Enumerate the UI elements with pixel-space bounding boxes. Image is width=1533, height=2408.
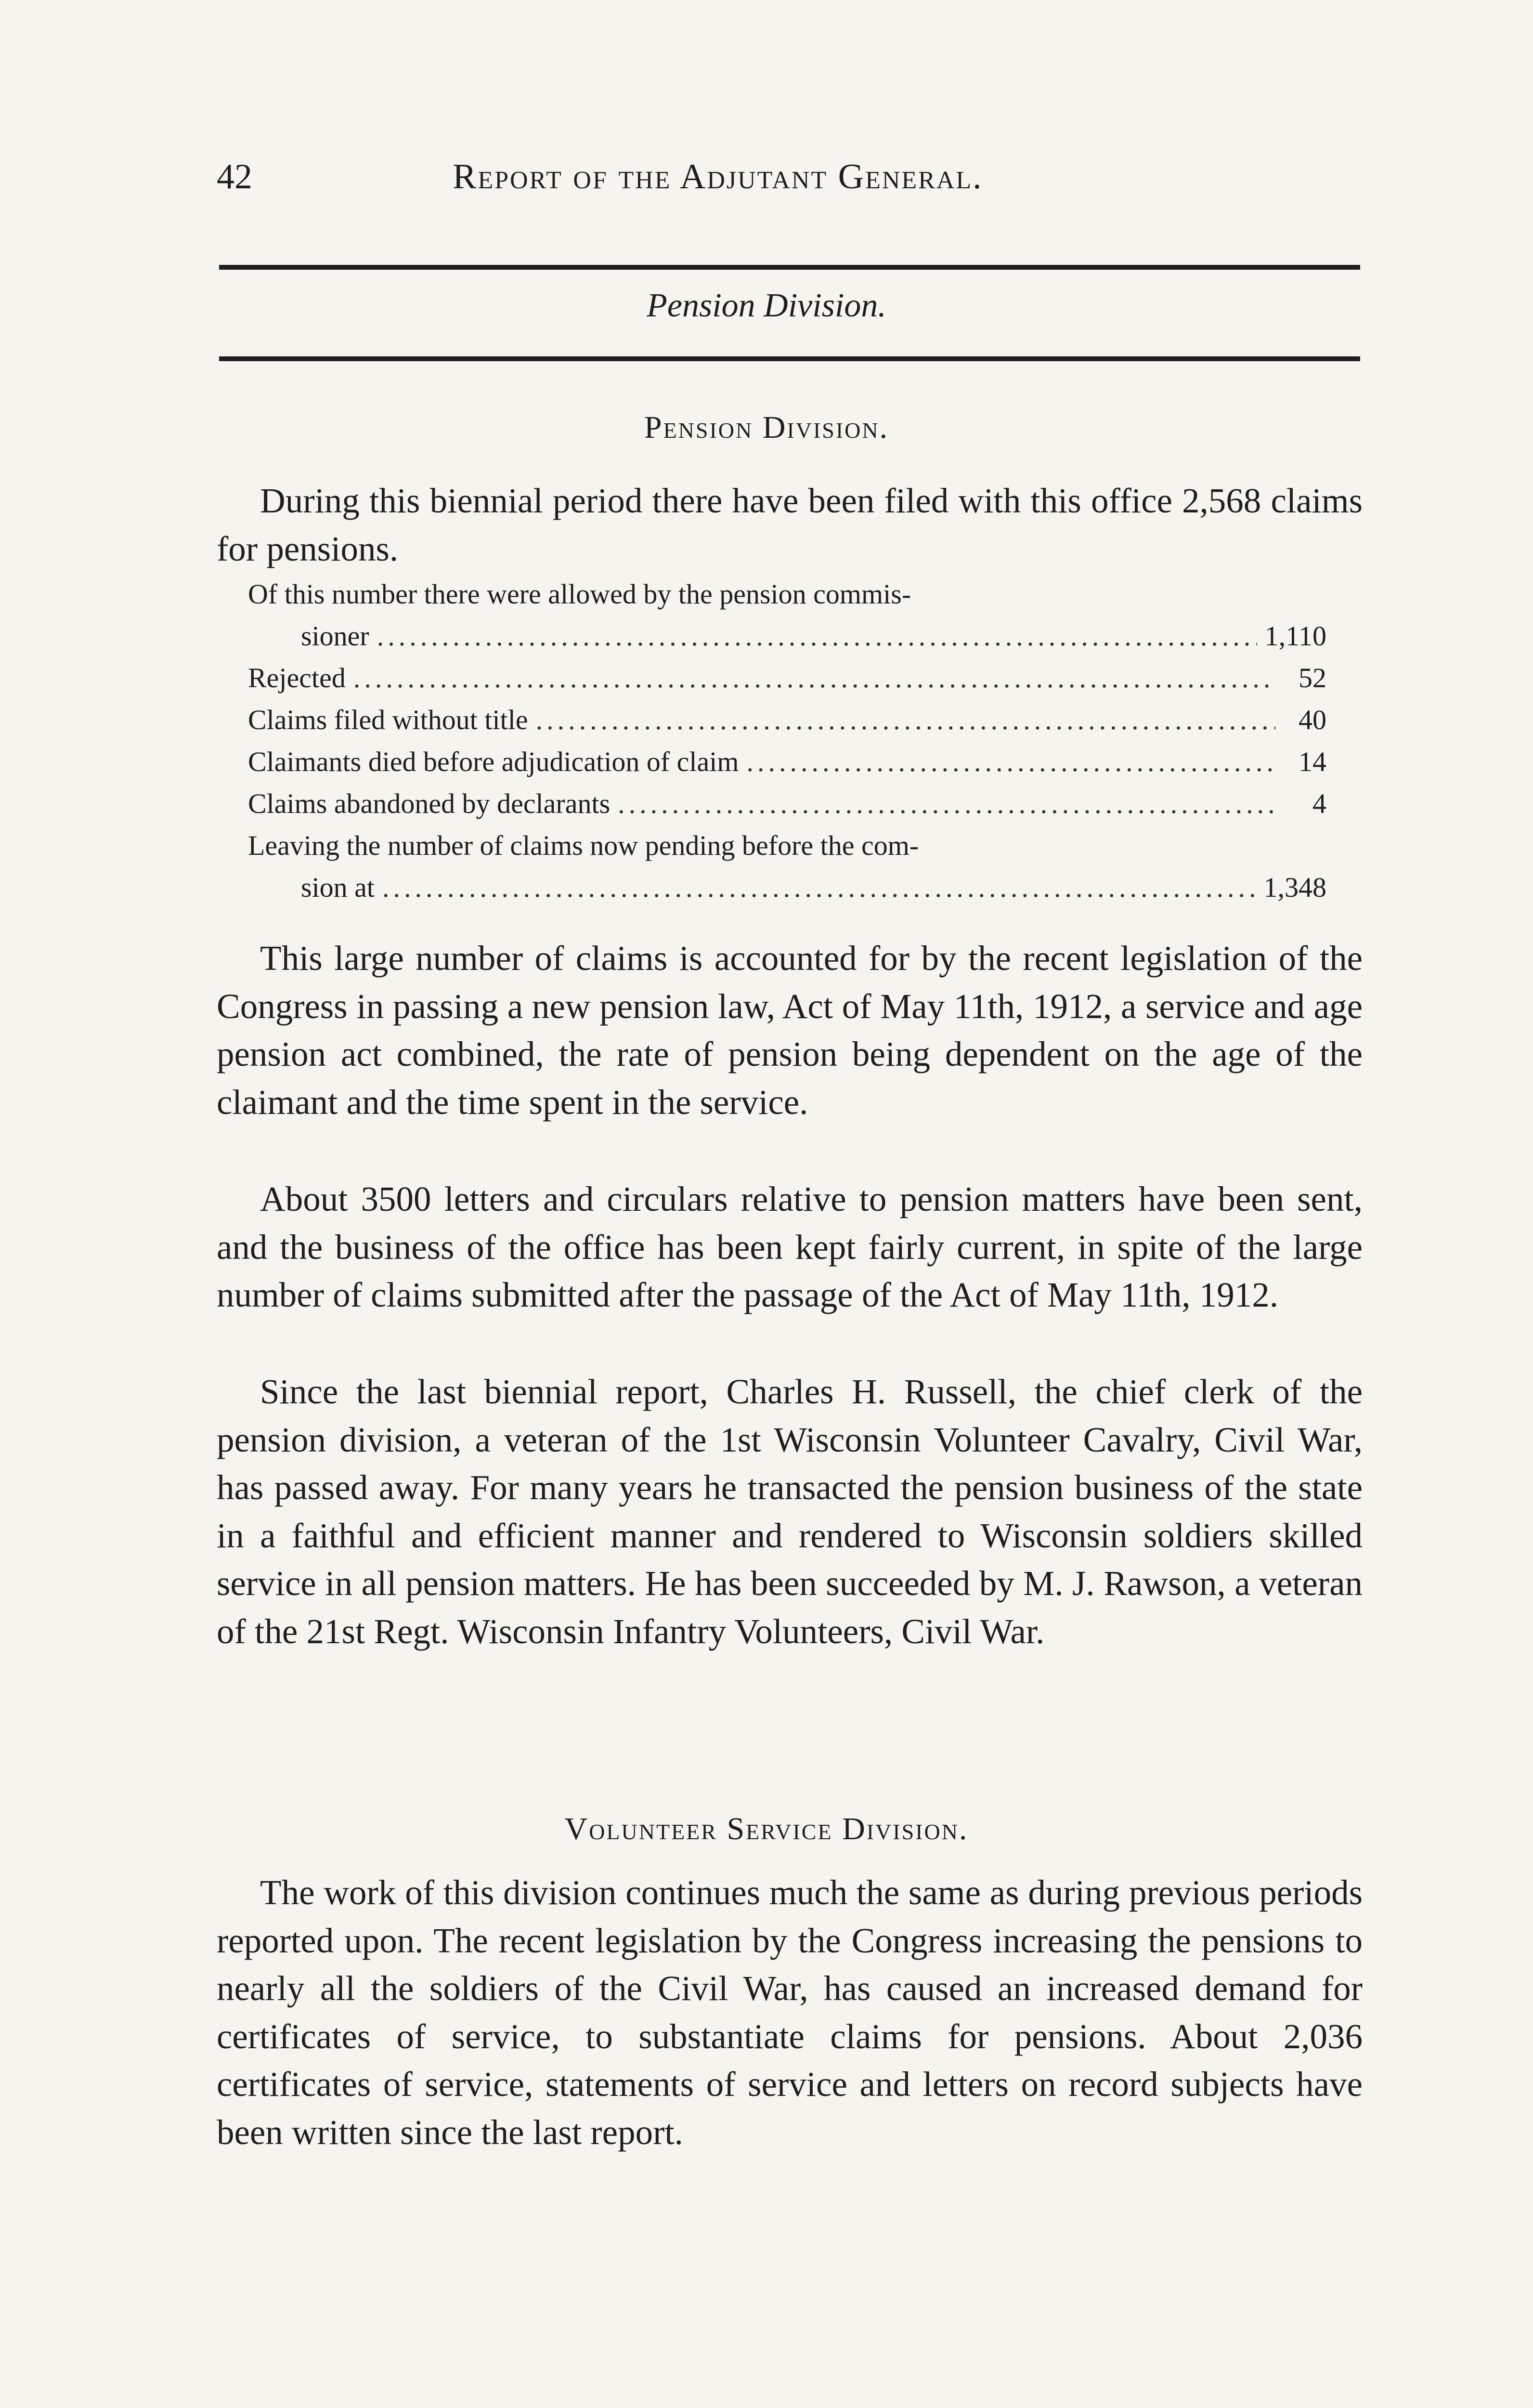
claims-pending-value: 1,348 [1263, 872, 1326, 903]
dot-leader [747, 741, 1275, 783]
page-number: 42 [217, 157, 252, 196]
section-tag: Pension Division. [647, 287, 886, 324]
dot-leader [353, 657, 1275, 699]
claims-allowed-value: 1,110 [1264, 620, 1326, 652]
dot-leader [618, 783, 1275, 824]
claims-pending-label-cont: sion at [301, 872, 375, 903]
paragraph-large-number: This large number of claims is accounted for by the recent legislation of the Congress in passing a new pension law, Act of May 11th, 1912, a service and age pension act combined, the rate of pension being dependent on the age of the claimant and the time spent in the service. [217, 939, 1363, 1122]
claims-rejected-label: Rejected [248, 662, 346, 694]
intro-paragraph: During this biennial period there have been filed with this office 2,568 claims for pensions. [217, 481, 1363, 568]
claims-rejected-value: 52 [1299, 662, 1326, 694]
claims-allowed-label-cont: sioner [301, 620, 369, 652]
claims-pending-label: Leaving the number of claims now pending before the com- [248, 830, 919, 861]
top-rule [219, 265, 1360, 270]
claims-died-label: Claimants died before adjudication of claim [248, 746, 739, 777]
claims-no-title-value: 40 [1299, 704, 1326, 735]
claims-row-pending [248, 866, 1326, 908]
claims-table [248, 573, 1326, 908]
claims-abandoned-label: Claims abandoned by declarants [248, 788, 611, 819]
claims-row-no-title [248, 699, 1326, 741]
bottom-rule [219, 356, 1360, 361]
claims-row-died [248, 741, 1326, 783]
dot-leader [536, 699, 1275, 741]
dot-leader [377, 615, 1257, 657]
claims-abandoned-value: 4 [1312, 788, 1326, 819]
paragraph-since: Since the last biennial report, Charles H. Russell, the chief clerk of the pension division, a veteran of the 1st Wisconsin Volunteer Cavalry, Civil War, has passed away. For many years he transacted the pension business of the state in a faithful and efficient manner and rendered to Wisconsin soldiers skilled service in all pension matters. He has been succeeded by M. J. Rawson, a veteran of the 21st Regt. Wisconsin Infantry Volunteers, Civil War. [217, 1372, 1363, 1651]
claims-row-rejected [248, 657, 1326, 699]
volunteer-service-division-heading: Volunteer Service Division. [564, 1811, 969, 1846]
running-title: Report of the Adjutant General. [453, 157, 983, 196]
claims-row-abandoned [248, 783, 1326, 824]
dot-leader [382, 866, 1256, 908]
paragraph-letters: About 3500 letters and circulars relative to pension matters have been sent, and the business of the office has been kept fairly current, in spite of the large number of claims submitted after the passage of the Act of May 11th, 1912. [217, 1179, 1363, 1314]
paragraph-volunteer-work: The work of this division continues much the same as during previous periods reported upon. The recent legislation by the Congress increasing the pensions to nearly all the soldiers of the Civil War, has caused an increased demand for certificates of service, to substantiate claims for pensions. About 2,036 certificates of service, statements of service and letters on record subjects have been written since the last report. [217, 1873, 1363, 2152]
claims-no-title-label: Claims filed without title [248, 704, 528, 735]
claims-died-value: 14 [1299, 746, 1326, 777]
claims-row-allowed [248, 615, 1326, 657]
claims-allowed-label: Of this number there were allowed by the pension commis- [248, 578, 911, 610]
pension-division-heading: Pension Division. [644, 410, 889, 445]
